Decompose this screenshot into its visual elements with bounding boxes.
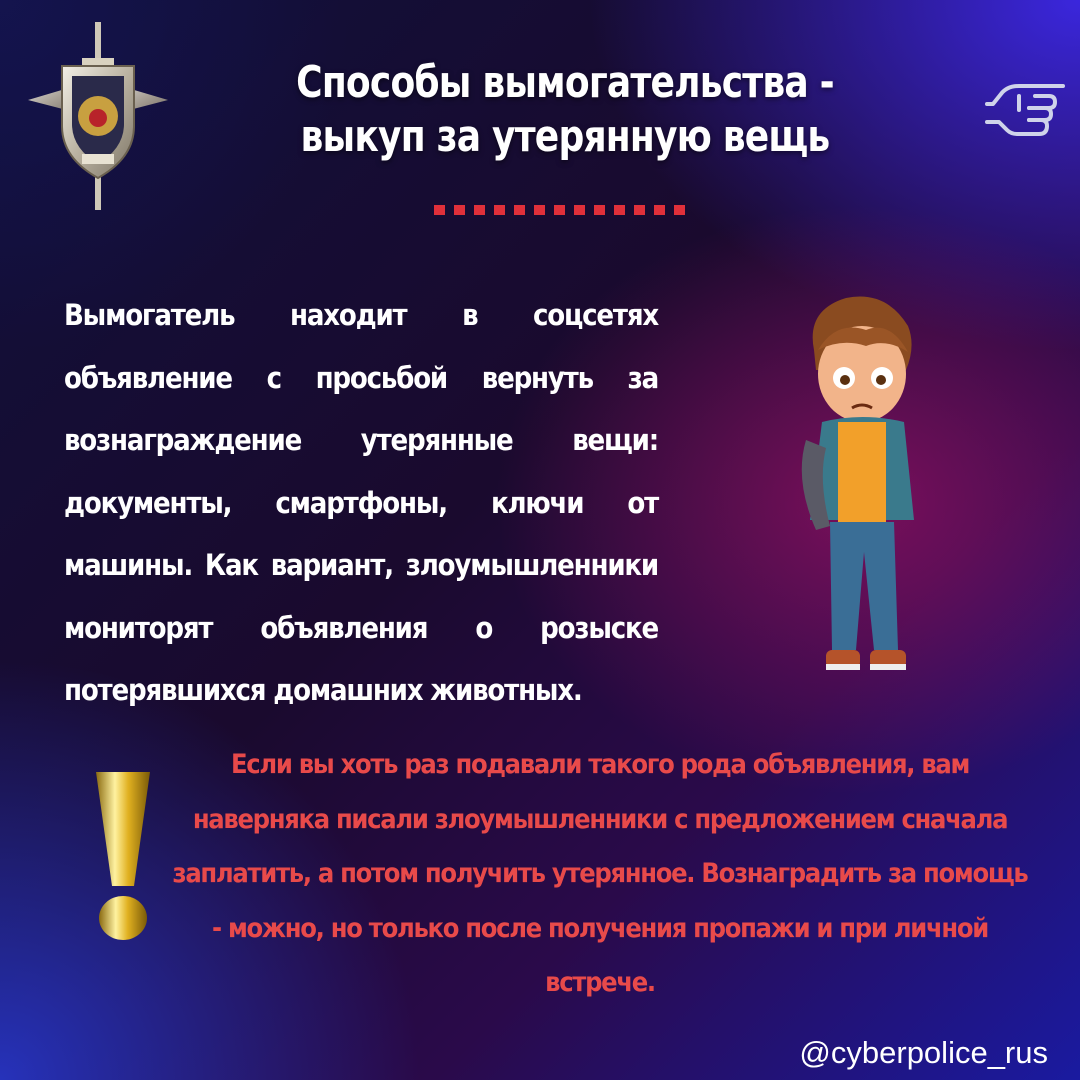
exclamation-icon xyxy=(90,768,156,948)
pointing-hand-icon xyxy=(985,70,1065,142)
footer-handle[interactable]: @cyberpolice_rus xyxy=(799,1035,1048,1070)
body-text: Вымогатель находит в соцсетях объявление с просьбой вернуть за вознаграждение утерянные вещи: документы, смартфоны, ключи от машины. Как вариант, злоумышленники мониторят объявления о розыске потерявшихся домашних животных. xyxy=(64,298,658,707)
worried-boy-illustration xyxy=(786,290,936,690)
warning-text: Если вы хоть раз подавали такого рода объявления, вам наверняка писали злоумышленники с предложением сначала заплатить, а потом получить утерянное. Вознаградить за помощь - можно, но только после получения пропажи и при личной встрече. xyxy=(172,749,1028,998)
police-emblem-icon xyxy=(22,18,174,214)
title-line-1: Способы вымогательства - xyxy=(296,57,834,108)
page-title xyxy=(266,56,865,164)
divider-dots xyxy=(434,205,685,215)
title-line-2: выкуп за утерянную вещь xyxy=(300,111,830,162)
